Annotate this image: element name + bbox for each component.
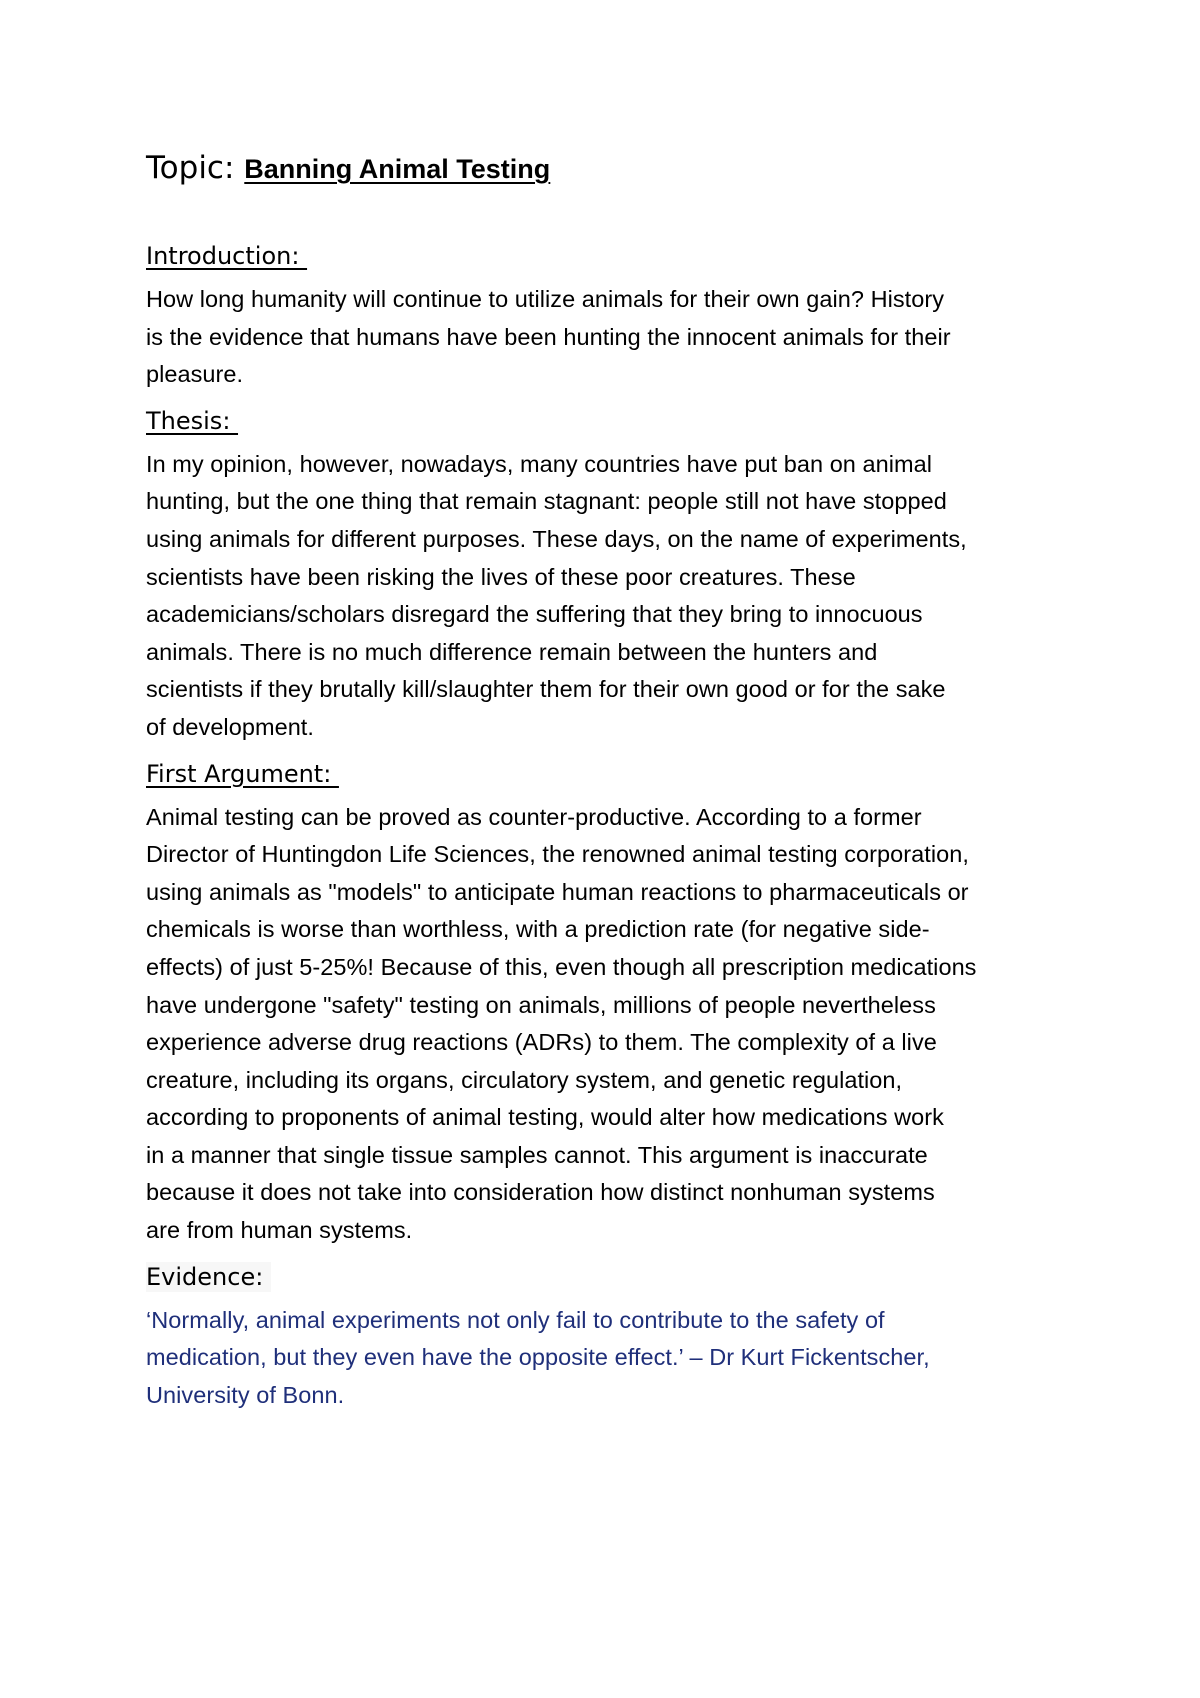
introduction-paragraph [146,281,1076,394]
paragraph-line: using animals as "models" to anticipate human reactions to pharmaceuticals or [146,878,969,905]
paragraph-line: animals. There is no much difference remain between the hunters and [146,638,878,665]
paragraph-line: are from human systems. [146,1217,413,1244]
introduction-heading: Introduction: [146,242,308,270]
topic-title: Banning Animal Testing [244,154,551,184]
paragraph-line: Animal testing can be proved as counter-productive. According to a former [146,803,922,830]
quote-line: University of Bonn. [146,1381,345,1408]
paragraph-line: chemicals is worse than worthless, with a prediction rate (for negative side- [146,916,930,943]
thesis-paragraph [146,446,1076,747]
topic-line [146,148,1076,189]
paragraph-line: scientists if they brutally kill/slaughter them for their own good or for the sake [146,676,946,703]
quote-line: ‘Normally, animal experiments not only fail to contribute to the safety of [146,1306,885,1333]
paragraph-line: How long humanity will continue to utilize animals for their own gain? History [146,286,945,312]
paragraph-line: In my opinion, however, nowadays, many countries have put ban on animal [146,450,933,477]
paragraph-line: scientists have been risking the lives of these poor creatures. These [146,563,856,590]
paragraph-line: is the evidence that humans have been hunting the innocent animals for their [146,323,951,350]
paragraph-line: effects) of just 5-25%! Because of this, even though all prescription medications [146,953,977,980]
paragraph-line: have undergone "safety" testing on animals, millions of people nevertheless [146,991,936,1018]
paragraph-line: creature, including its organs, circulatory system, and genetic regulation, [146,1066,903,1093]
evidence-heading: Evidence: [146,1262,271,1291]
thesis-heading: Thesis: [146,406,239,435]
evidence-quote [146,1302,1076,1415]
paragraph-line: in a manner that single tissue samples cannot. This argument is inaccurate [146,1141,928,1168]
paragraph-line: academicians/scholars disregard the suffering that they bring to innocuous [146,601,923,628]
quote-line: medication, but they even have the opposite effect.’ – Dr Kurt Fickentscher, [146,1344,930,1371]
paragraph-line: because it does not take into consideration how distinct nonhuman systems [146,1179,935,1206]
paragraph-line: of development. [146,713,314,740]
paragraph-line: according to proponents of animal testing, would alter how medications work [146,1104,944,1131]
paragraph-line: hunting, but the one thing that remain stagnant: people still not have stopped [146,488,947,515]
paragraph-line: Director of Huntingdon Life Sciences, the renowned animal testing corporation, [146,841,969,868]
paragraph-line: using animals for different purposes. These days, on the name of experiments, [146,525,967,552]
document-body [146,148,1076,1426]
paragraph-line: experience adverse drug reactions (ADRs) to them. The complexity of a live [146,1029,937,1056]
paragraph-line: pleasure. [146,361,244,388]
topic-prefix: Topic: [146,150,245,186]
first-argument-paragraph [146,799,1076,1250]
first-argument-heading: First Argument: [146,759,339,788]
